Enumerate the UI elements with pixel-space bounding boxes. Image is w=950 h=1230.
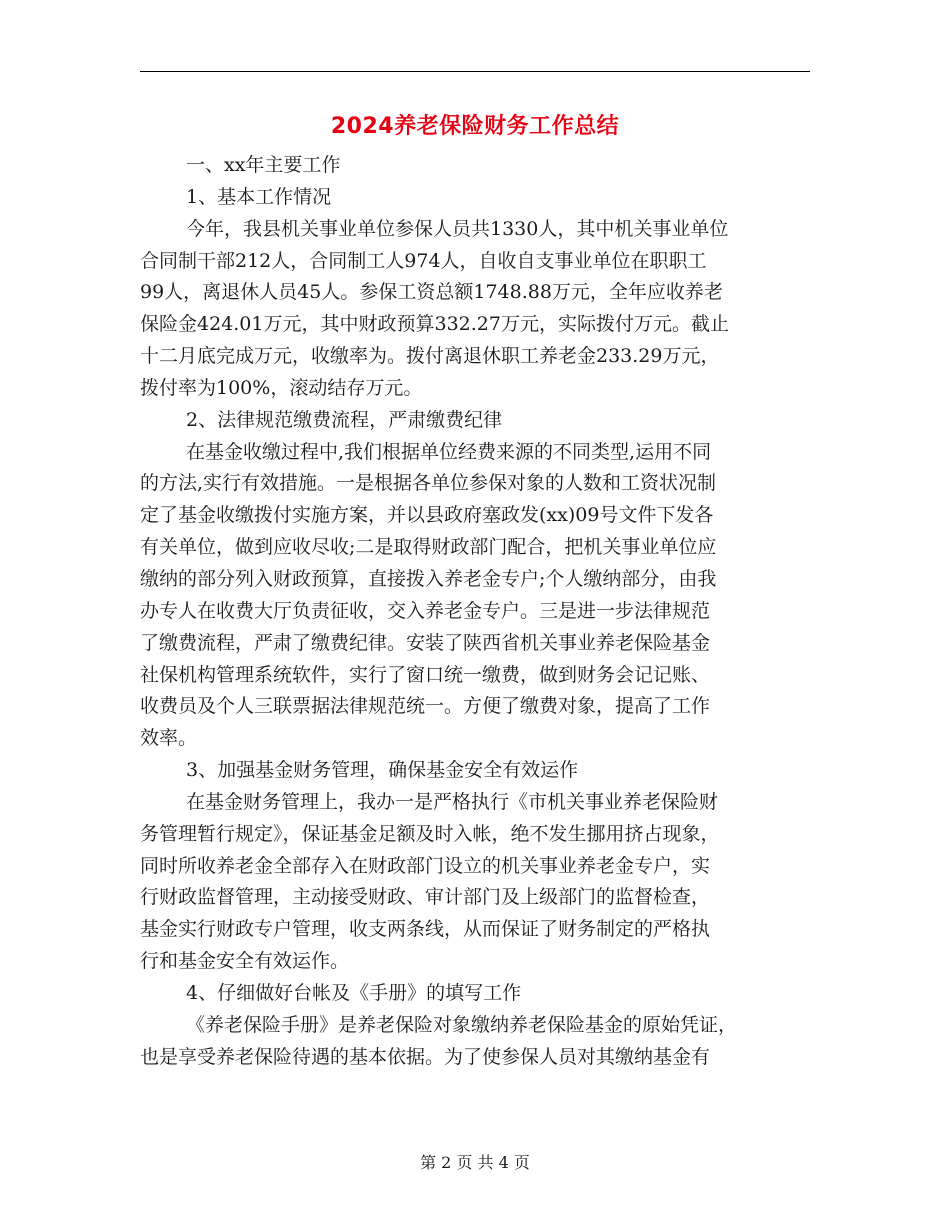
text-line: 99人，离退休人员45人。参保工资总额1748.88万元，全年应收养老 xyxy=(140,281,723,304)
text-line: 保险金424.01万元，其中财政预算332.27万元，实际拨付万元。截止 xyxy=(140,313,729,336)
text-line: 收费员及个人三联票据法律规范统一。方便了缴费对象，提高了工作 xyxy=(140,695,711,718)
text-line: 3、加强基金财务管理，确保基金安全有效运作 xyxy=(186,759,579,782)
text-line: 2、法律规范缴费流程，严肃缴费纪律 xyxy=(186,408,503,431)
text-line: 在基金财务管理上，我办一是严格执行《市机关事业养老保险财 xyxy=(186,790,719,813)
document-body xyxy=(140,150,810,1073)
text-line: 1、基本工作情况 xyxy=(186,185,332,208)
header-rule xyxy=(140,71,810,72)
text-line: 《养老保险手册》是养老保险对象缴纳养老保险基金的原始凭证， xyxy=(186,1013,738,1036)
text-line: 一、xx年主要工作 xyxy=(186,154,341,176)
text-line: 基金实行财政专户管理，收支两条线，从而保证了财务制定的严格执 xyxy=(140,918,711,941)
text-line: 办专人在收费大厅负责征收，交入养老金专户。三是进一步法律规范 xyxy=(140,599,711,622)
text-line: 务管理暂行规定》，保证基金足额及时入帐，绝不发生挪用挤占现象， xyxy=(140,822,720,845)
text-line: 拨付率为100%，滚动结存万元。 xyxy=(140,376,423,399)
text-line: 4、仔细做好台帐及《手册》的填写工作 xyxy=(186,981,522,1004)
text-line: 今年，我县机关事业单位参保人员共1330人，其中机关事业单位 xyxy=(186,217,729,240)
text-line: 在基金收缴过程中,我们根据单位经费来源的不同类型,运用不同 xyxy=(186,440,712,463)
text-line: 缴纳的部分列入财政预算，直接拨入养老金专户;个人缴纳部分，由我 xyxy=(140,567,717,590)
text-line: 同时所收养老金全部存入在财政部门设立的机关事业养老金专户，实 xyxy=(140,854,711,877)
text-line: 也是享受养老保险待遇的基本依据。为了使参保人员对其缴纳基金有 xyxy=(140,1045,711,1068)
text-line: 定了基金收缴拨付实施方案，并以县政府塞政发(xx)09号文件下发各 xyxy=(140,504,714,527)
text-line: 行和基金安全有效运作。 xyxy=(140,950,350,973)
text-line: 合同制干部212人，合同制工人974人，自收自支事业单位在职职工 xyxy=(140,249,707,272)
text-line: 有关单位，做到应收尽收;二是取得财政部门配合，把机关事业单位应 xyxy=(140,536,717,559)
text-line: 行财政监督管理，主动接受财政、审计部门及上级部门的监督检查， xyxy=(140,886,711,909)
page-footer: 第 2 页 共 4 页 xyxy=(420,1153,530,1172)
text-line: 的方法,实行有效措施。一是根据各单位参保对象的人数和工资状况制 xyxy=(140,472,717,495)
document-title: 2024养老保险财务工作总结 xyxy=(330,114,620,139)
text-line: 十二月底完成万元，收缴率为。拨付离退休职工养老金233.29万元， xyxy=(140,345,720,368)
text-line: 效率。 xyxy=(140,727,198,750)
text-line: 社保机构管理系统软件，实行了窗口统一缴费，做到财务会记记账、 xyxy=(140,663,711,686)
text-line: 了缴费流程，严肃了缴费纪律。安装了陕西省机关事业养老保险基金 xyxy=(140,631,711,654)
